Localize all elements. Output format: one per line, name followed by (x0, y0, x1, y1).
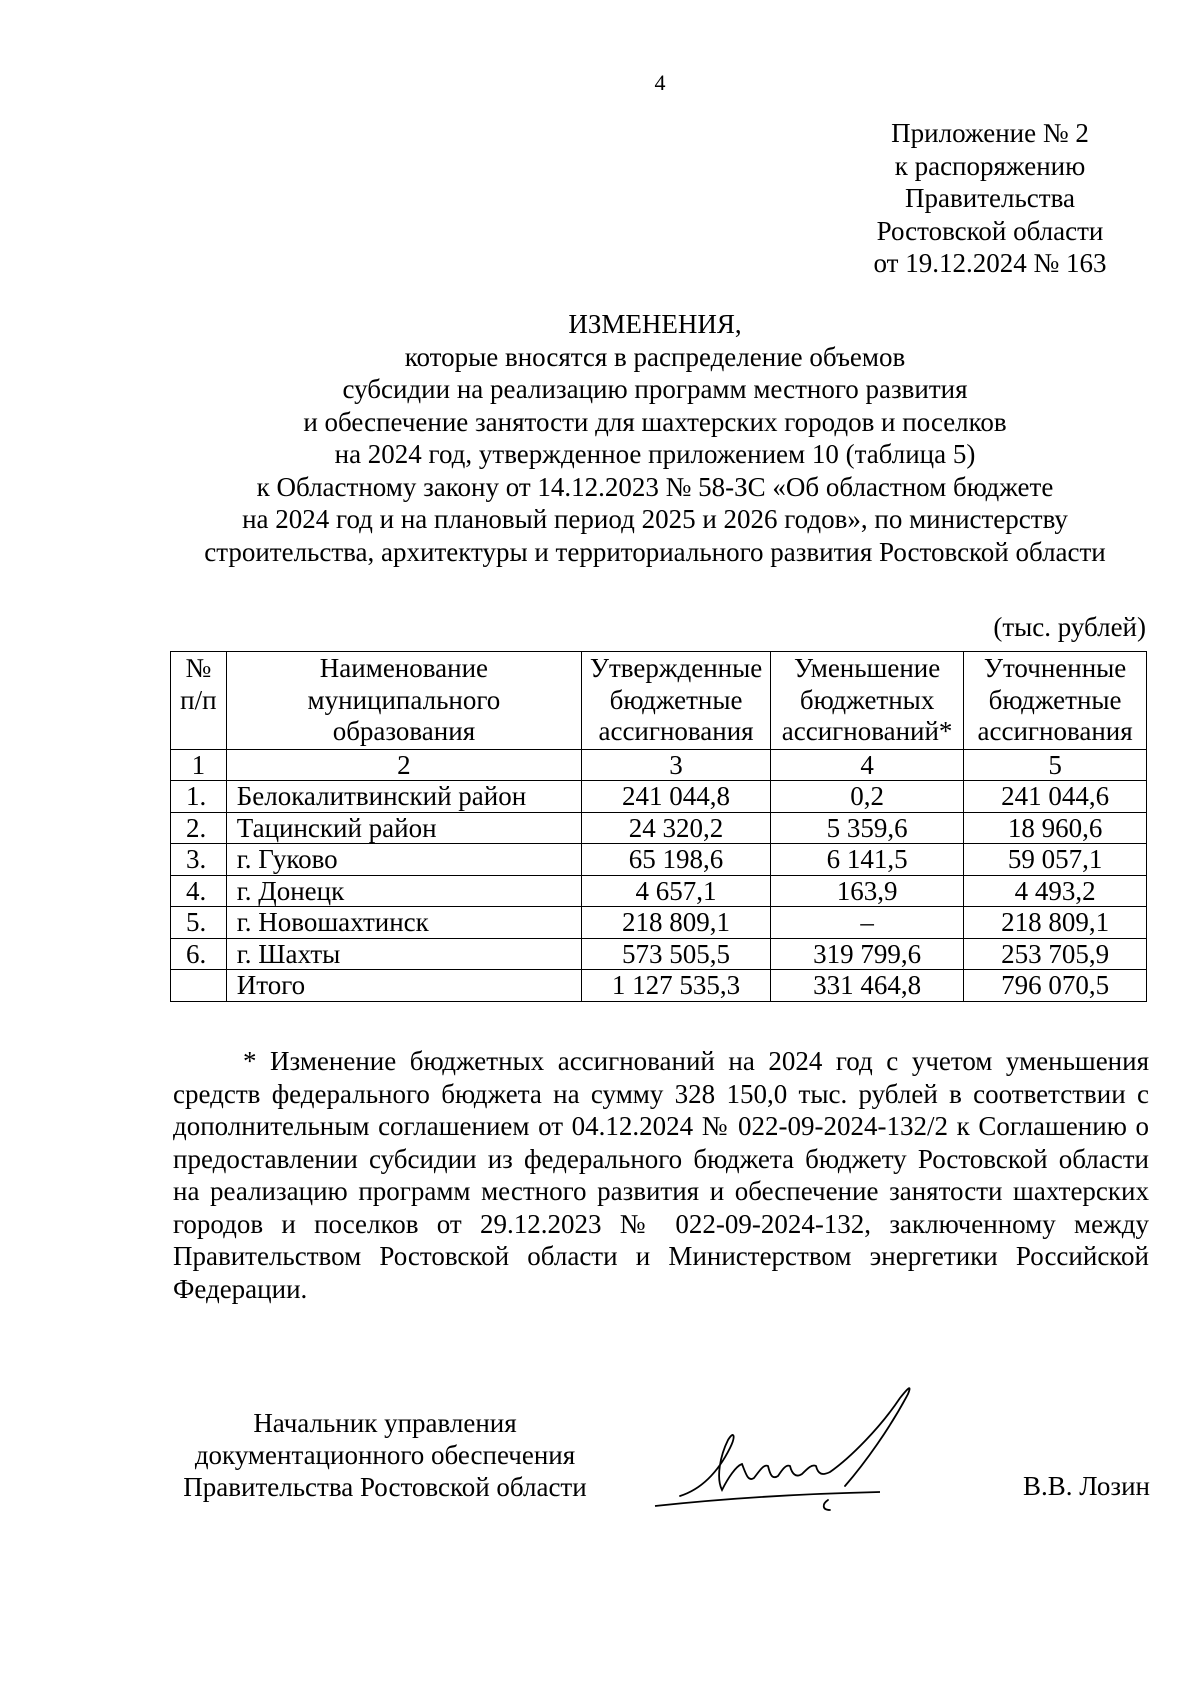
units-label: (тыс. рублей) (993, 612, 1146, 642)
approved-value: 65 198,6 (582, 844, 771, 876)
signer-line: документационного обеспечения (194, 1440, 576, 1470)
title-line: строительства, архитектуры и территориального развития Ростовской области (204, 536, 1106, 567)
row-number: 6. (171, 938, 227, 970)
refined-value: 241 044,6 (964, 781, 1147, 813)
title-heading: ИЗМЕНЕНИЯ, (568, 309, 742, 339)
appendix-line: Правительства (905, 183, 1075, 213)
table-row (171, 938, 1147, 970)
title-line: и обеспечение занятости для шахтерских городов и поселков (303, 406, 1007, 437)
table-row (171, 907, 1147, 939)
table-row (171, 781, 1147, 813)
header-decrease: Уменьшение бюджетных ассигнований* (771, 652, 964, 750)
decrease-value: 5 359,6 (771, 812, 964, 844)
header-number: № п/п (171, 652, 227, 750)
header-municipality: Наименование муниципального образования (226, 652, 581, 750)
decrease-value: 319 799,6 (771, 938, 964, 970)
column-number: 3 (582, 749, 771, 781)
page-number: 4 (654, 70, 666, 95)
decrease-value: 6 141,5 (771, 844, 964, 876)
row-number: 3. (171, 844, 227, 876)
row-number: 2. (171, 812, 227, 844)
municipality-name: г. Гуково (226, 844, 581, 876)
column-number: 1 (171, 749, 227, 781)
footnote-text: * Изменение бюджетных ассигнований на 2024 год с учетом уменьшения средств федерального бюджета на сумму 328 150,0 тыс. рублей в соответствии с дополнительным соглашением от 04.12.2024 № 022-09-2024-132/2 к Соглашению о предоставлении субсидии из федерального бюджета бюджету Ростовской области на реализацию программ местного развития и обеспечение занятости шахтерских городов и поселков от 29.12.2023 № 022-09-2024-132, заключенному между Правительством Ростовской области и Министерством энергетики Российской Федерации. (173, 1046, 1149, 1304)
approved-value: 24 320,2 (582, 812, 771, 844)
appendix-line: Ростовской области (876, 215, 1104, 246)
decrease-value: 163,9 (771, 875, 964, 907)
decrease-value: 0,2 (771, 781, 964, 813)
budget-table (170, 651, 1147, 1002)
signature-icon (650, 1378, 980, 1518)
refined-value: 253 705,9 (964, 938, 1147, 970)
approved-value: 241 044,8 (582, 781, 771, 813)
refined-value: 4 493,2 (964, 875, 1147, 907)
header-refined: Уточненные бюджетные ассигнования (964, 652, 1147, 750)
municipality-name: Тацинский район (226, 812, 581, 844)
column-number: 4 (771, 749, 964, 781)
column-numbers-row (171, 749, 1147, 781)
appendix-line: от 19.12.2024 № 163 (873, 248, 1107, 278)
table-row (171, 875, 1147, 907)
signer-line: Правительства Ростовской области (183, 1472, 587, 1502)
title-line: которые вносятся в распределение объемов (404, 341, 906, 372)
row-number (171, 970, 227, 1002)
municipality-name: г. Шахты (226, 938, 581, 970)
document-title (160, 308, 1150, 568)
signer-position (170, 1407, 600, 1503)
column-number: 5 (964, 749, 1147, 781)
title-line: на 2024 год и на плановый период 2025 и 2026 годов», по министерству (242, 504, 1068, 534)
approved-total: 1 127 535,3 (582, 970, 771, 1002)
row-number: 1. (171, 781, 227, 813)
total-label: Итого (226, 970, 581, 1002)
title-line: на 2024 год, утвержденное приложением 10 (таблица 5) (334, 439, 976, 469)
refined-total: 796 070,5 (964, 970, 1147, 1002)
row-number: 5. (171, 907, 227, 939)
title-line: субсидии на реализацию программ местного развития (342, 374, 968, 404)
municipality-name: Белокалитвинский район (226, 781, 581, 813)
table-row (171, 844, 1147, 876)
table-row (171, 812, 1147, 844)
table-total-row (171, 970, 1147, 1002)
refined-value: 218 809,1 (964, 907, 1147, 939)
refined-value: 18 960,6 (964, 812, 1147, 844)
municipality-name: г. Новошахтинск (226, 907, 581, 939)
decrease-total: 331 464,8 (771, 970, 964, 1002)
header-approved: Утвержденные бюджетные ассигнования (582, 652, 771, 750)
approved-value: 218 809,1 (582, 907, 771, 939)
table-header-row (171, 652, 1147, 750)
signer-line: Начальник управления (253, 1408, 517, 1438)
row-number: 4. (171, 875, 227, 907)
refined-value: 59 057,1 (964, 844, 1147, 876)
approved-value: 4 657,1 (582, 875, 771, 907)
appendix-block (840, 117, 1140, 280)
footnote (173, 1045, 1149, 1305)
appendix-line: к распоряжению (894, 150, 1086, 181)
title-line: к Областному закону от 14.12.2023 № 58-ЗС «Об областном бюджете (256, 471, 1054, 502)
municipality-name: г. Донецк (226, 875, 581, 907)
signer-name: В.В. Лозин (1023, 1471, 1150, 1501)
approved-value: 573 505,5 (582, 938, 771, 970)
appendix-line: Приложение № 2 (891, 118, 1089, 148)
decrease-value: – (771, 907, 964, 939)
column-number: 2 (226, 749, 581, 781)
